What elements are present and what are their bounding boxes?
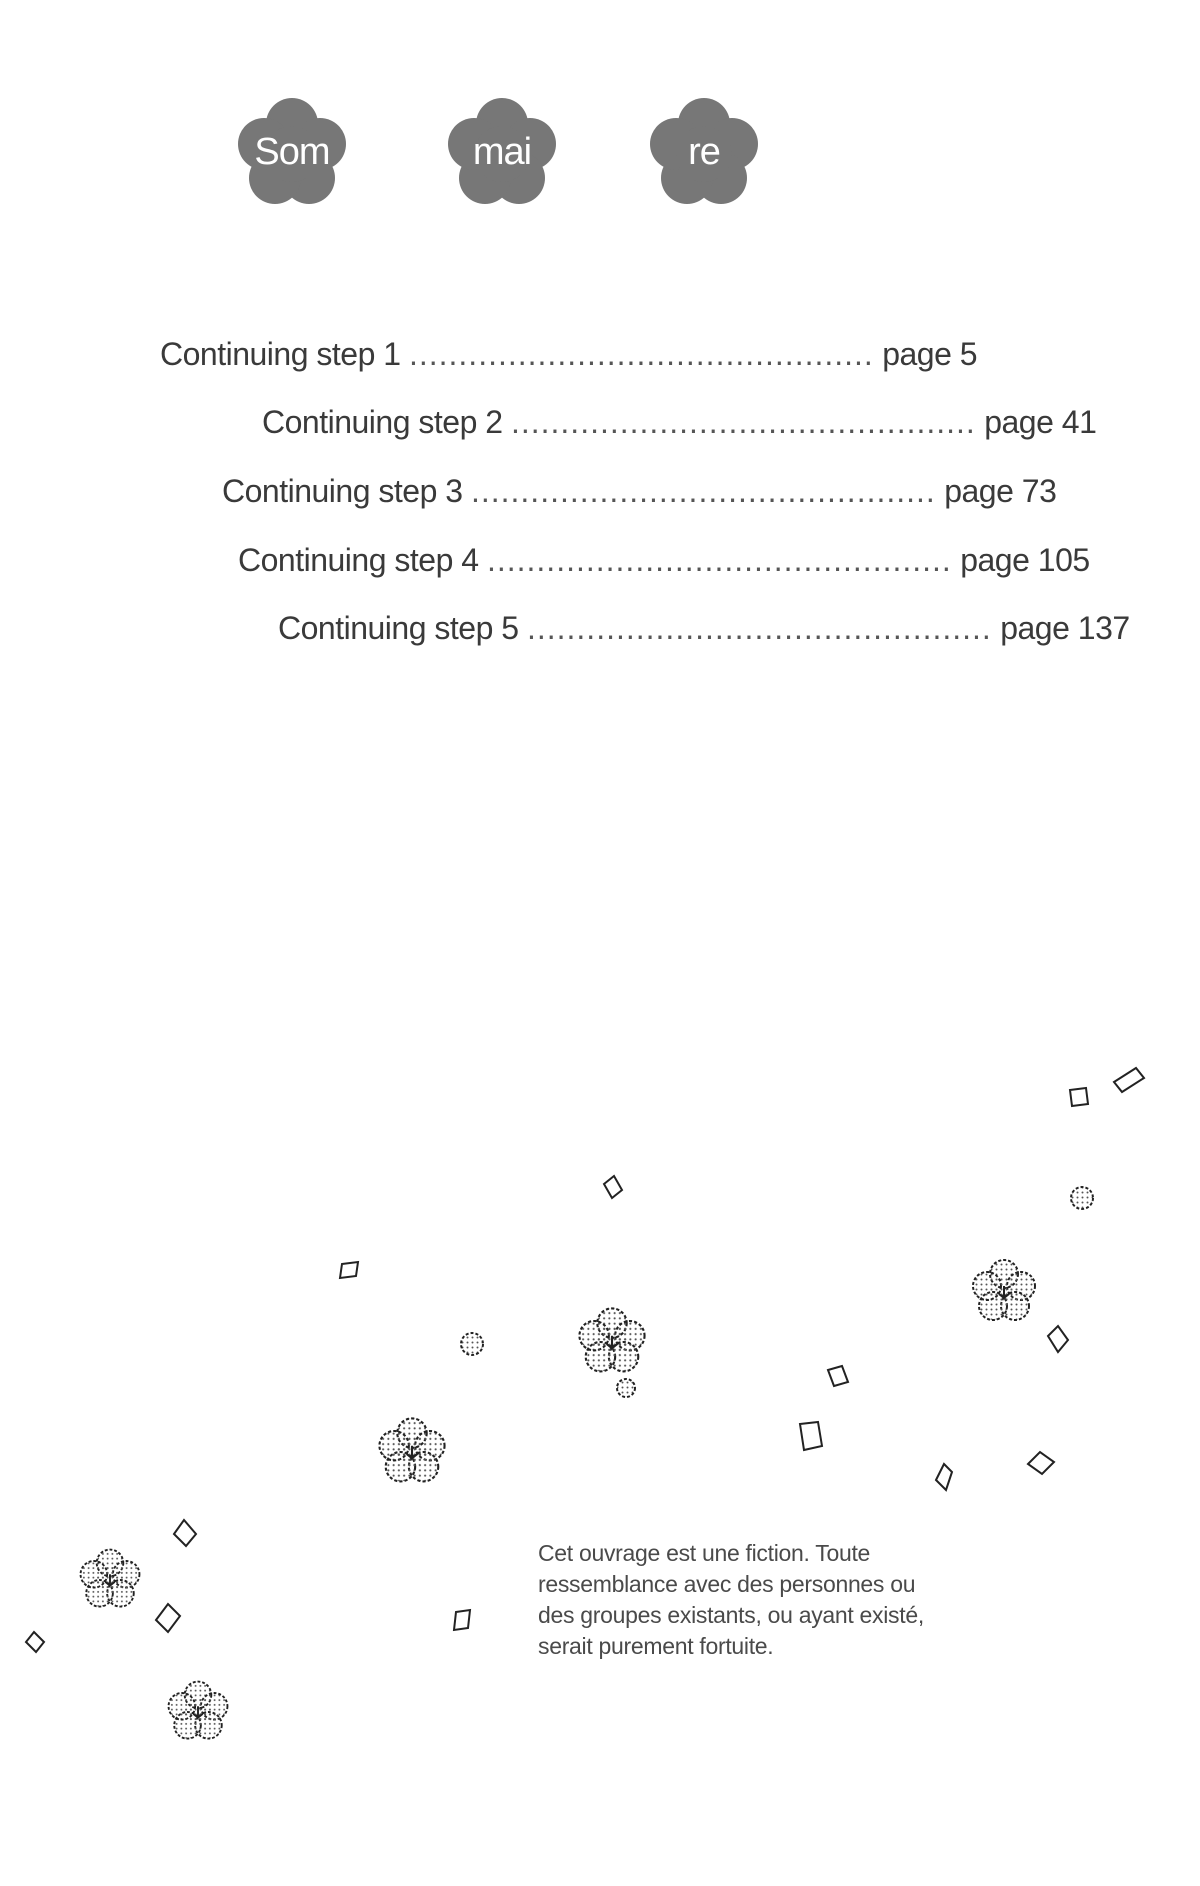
petal-icon [604, 1176, 622, 1198]
petal-icon [1048, 1326, 1068, 1352]
disclaimer-line: ressemblance avec des personnes ou [538, 1571, 916, 1597]
toc-dots: ............................................... [526, 610, 992, 646]
disclaimer-line: serait purement fortuite. [538, 1633, 774, 1659]
disclaimer-line: des groupes existants, ou ayant existé, [538, 1602, 924, 1628]
toc-dots: ............................................... [470, 473, 936, 509]
toc-page: page 137 [1000, 610, 1130, 646]
toc-dots: ............................................... [486, 542, 952, 578]
blossom-icon [973, 1260, 1035, 1320]
blossom-icon [81, 1550, 140, 1607]
toc-page: page 41 [984, 404, 1097, 440]
toc-page: page 5 [882, 336, 978, 372]
title-part: re [688, 131, 720, 173]
toc-page: page 105 [960, 542, 1090, 578]
petal-icon [936, 1464, 952, 1490]
bud-icon [617, 1379, 635, 1397]
toc-label: Continuing step 5 [278, 610, 519, 646]
petal-icon [174, 1520, 196, 1546]
title-part: mai [472, 131, 532, 173]
petal-icon [26, 1632, 44, 1652]
petal-icon [454, 1610, 470, 1630]
toc-label: Continuing step 2 [262, 404, 503, 440]
toc-label: Continuing step 1 [160, 336, 401, 372]
petal-icon [340, 1262, 358, 1278]
blossom-icon [169, 1682, 228, 1739]
blossom-icon [379, 1418, 444, 1481]
toc-page: page 73 [944, 473, 1057, 509]
bud-icon [461, 1333, 483, 1355]
toc-dots: ............................................... [510, 404, 976, 440]
toc-label: Continuing step 3 [222, 473, 463, 509]
disclaimer [538, 1538, 968, 1662]
petal-icon [1028, 1452, 1054, 1474]
blossom-icon [579, 1308, 644, 1371]
petal-icon [156, 1604, 180, 1632]
petal-icon [1114, 1068, 1144, 1092]
petal-icon [1070, 1088, 1088, 1106]
petal-icon [828, 1366, 848, 1386]
toc-label: Continuing step 4 [238, 542, 479, 578]
toc-dots: ............................................... [408, 336, 874, 372]
bud-icon [1071, 1187, 1093, 1209]
petal-icon [800, 1422, 822, 1450]
disclaimer-line: Cet ouvrage est une fiction. Toute [538, 1540, 871, 1566]
title-part: Som [254, 131, 330, 173]
